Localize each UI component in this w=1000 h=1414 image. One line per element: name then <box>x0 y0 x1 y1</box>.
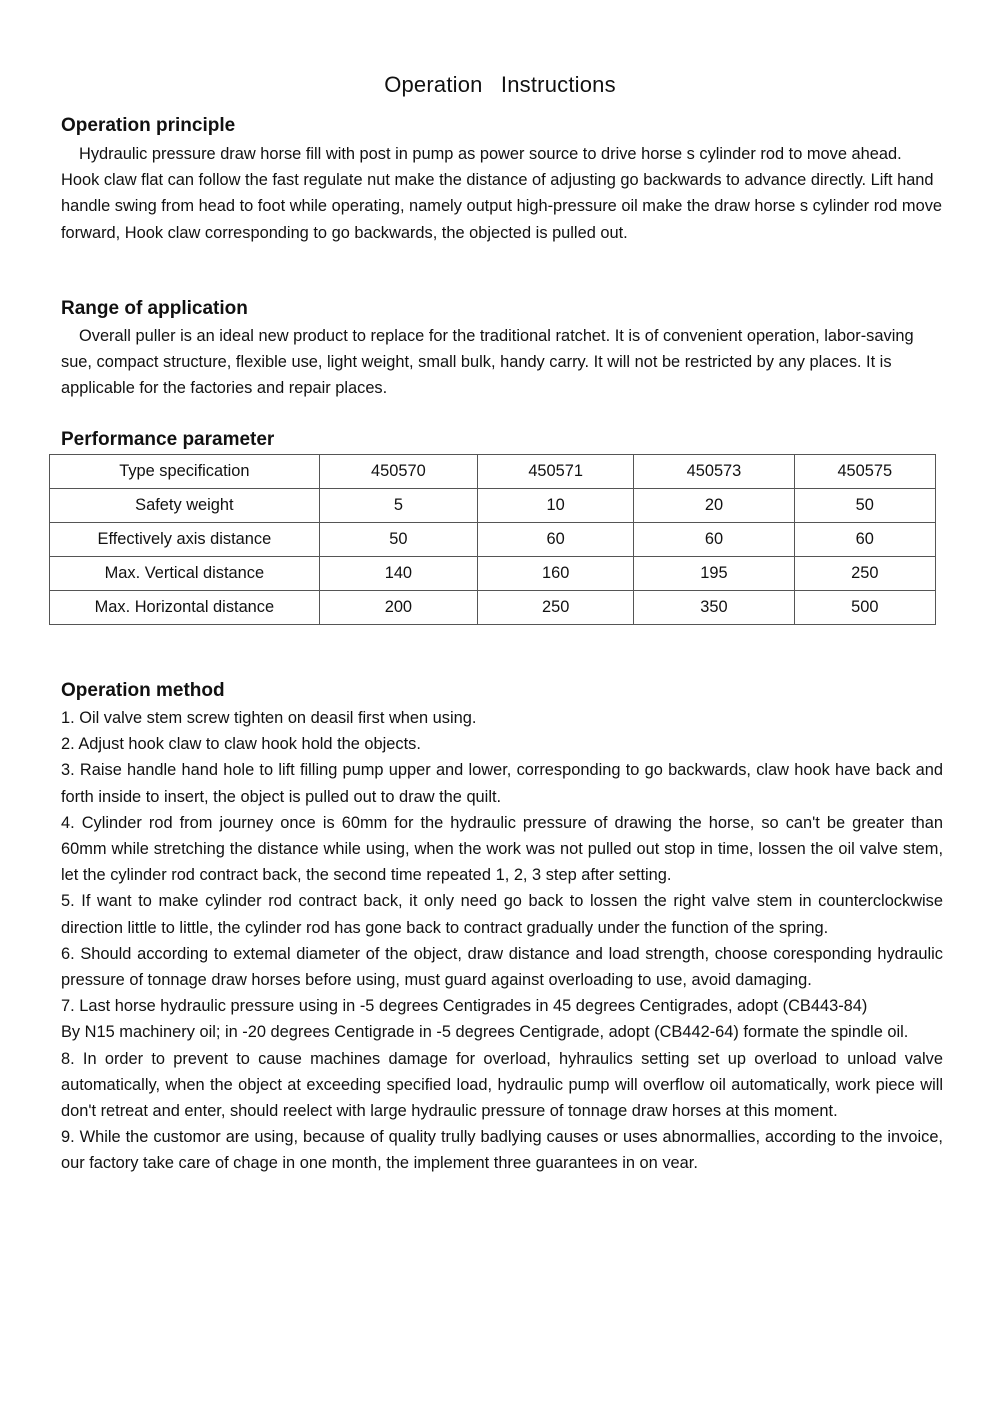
performance-parameter-table <box>49 454 936 625</box>
operation-method-heading: Operation method <box>61 680 225 701</box>
range-of-application-text: Overall puller is an ideal new product to replace for the traditional ratchet. It is of convenient operation, labor-saving sue, compact structure, flexible use, light weight, small bulk, handy carry. It will not be restricted by any places. It is applicable for the factories and repair places. <box>61 327 914 398</box>
performance-parameter-heading: Performance parameter <box>61 429 275 450</box>
document-title: Operation Instructions <box>384 72 616 97</box>
row-label: Effectively axis distance <box>50 523 320 557</box>
table-cell: 140 <box>319 557 477 591</box>
table-cell: 350 <box>634 591 794 625</box>
table-cell: 450573 <box>634 455 794 489</box>
list-item: 5. If want to make cylinder rod contract back, it only need go back to lossen the right valve stem in counterclockwise direction little to little, the cylinder rod has gone back to contract gradually under the function of the spring. <box>61 892 943 937</box>
list-item: 9. While the customor are using, because of quality trully badlying causes or uses abnormallies, according to the invoice, our factory take care of chage in one month, the implement three guarantees in on vear. <box>61 1128 943 1173</box>
table-cell: 250 <box>794 557 935 591</box>
table-cell: 10 <box>478 489 634 523</box>
operation-method-list <box>61 705 943 1177</box>
list-item: 6. Should according to extemal diameter of the object, draw distance and load strength, choose coresponding hydraulic pressure of tonnage draw horses before using, must guard against overloading to use, avoid damaging. <box>61 944 943 990</box>
table-row <box>50 455 936 489</box>
table-cell: 50 <box>319 523 477 557</box>
table-row <box>50 489 936 523</box>
list-item: 2. Adjust hook claw to claw hook hold the objects. <box>61 735 421 754</box>
table-cell: 450575 <box>794 455 935 489</box>
table-cell: 500 <box>794 591 935 625</box>
table-row <box>50 591 936 625</box>
table-cell: 60 <box>794 523 935 557</box>
list-item: By N15 machinery oil; in -20 degrees Centigrade in -5 degrees Centigrade, adopt (CB442-64) formate the spindle oil. <box>61 1023 909 1042</box>
table-row <box>50 557 936 591</box>
table-cell: 450570 <box>319 455 477 489</box>
list-item: 1. Oil valve stem screw tighten on deasil first when using. <box>61 709 477 727</box>
table-row <box>50 523 936 557</box>
table-cell: 20 <box>634 489 794 523</box>
row-label: Safety weight <box>50 489 320 523</box>
list-item: 3. Raise handle hand hole to lift filling pump upper and lower, corresponding to go backwards, claw hook have back and forth inside to insert, the object is pulled out to draw the quilt. <box>61 761 943 806</box>
table-cell: 50 <box>794 489 935 523</box>
operation-principle-text: Hydraulic pressure draw horse fill with post in pump as power source to drive horse s cylinder rod to move ahead. Hook claw flat can follow the fast regulate nut make the distance of adjusting go backwards to advance directly. Lift hand handle swing from head to foot while operating, namely output high-pressure oil make the draw horse s cylinder rod move forward, Hook claw corresponding to go backwards, the objected is pulled out. <box>61 145 943 242</box>
range-of-application-heading: Range of application <box>61 298 248 319</box>
list-item: 8. In order to prevent to cause machines damage for overload, hyhraulics setting set up overload to unload valve automatically, when the object at exceeding specified load, hydraulic pump will overflow oil automatically, work piece will don't retreat and enter, should reelect with large hydraulic pressure of tonnage draw horses at this moment. <box>61 1049 943 1121</box>
list-item: 7. Last horse hydraulic pressure using in -5 degrees Centigrades in 45 degrees Centigrades, adopt (CB443-84) <box>61 997 868 1016</box>
list-item: 4. Cylinder rod from journey once is 60mm for the hydraulic pressure of drawing the horse, so can't be greater than 60mm while stretching the distance while using, when the work was not pulled out stop in time, lossen the oil valve stem, let the cylinder rod contract back, the second time repeated 1, 2, 3 step after setting. <box>61 813 943 885</box>
table-cell: 250 <box>478 591 634 625</box>
row-label: Max. Horizontal distance <box>50 591 320 625</box>
table-cell: 200 <box>319 591 477 625</box>
table-cell: 5 <box>319 489 477 523</box>
table-cell: 450571 <box>478 455 634 489</box>
table-cell: 160 <box>478 557 634 591</box>
table-cell: 195 <box>634 557 794 591</box>
table-cell: 60 <box>634 523 794 557</box>
row-label: Max. Vertical distance <box>50 557 320 591</box>
row-label: Type specification <box>50 455 320 489</box>
table-cell: 60 <box>478 523 634 557</box>
operation-principle-heading: Operation principle <box>61 115 236 136</box>
